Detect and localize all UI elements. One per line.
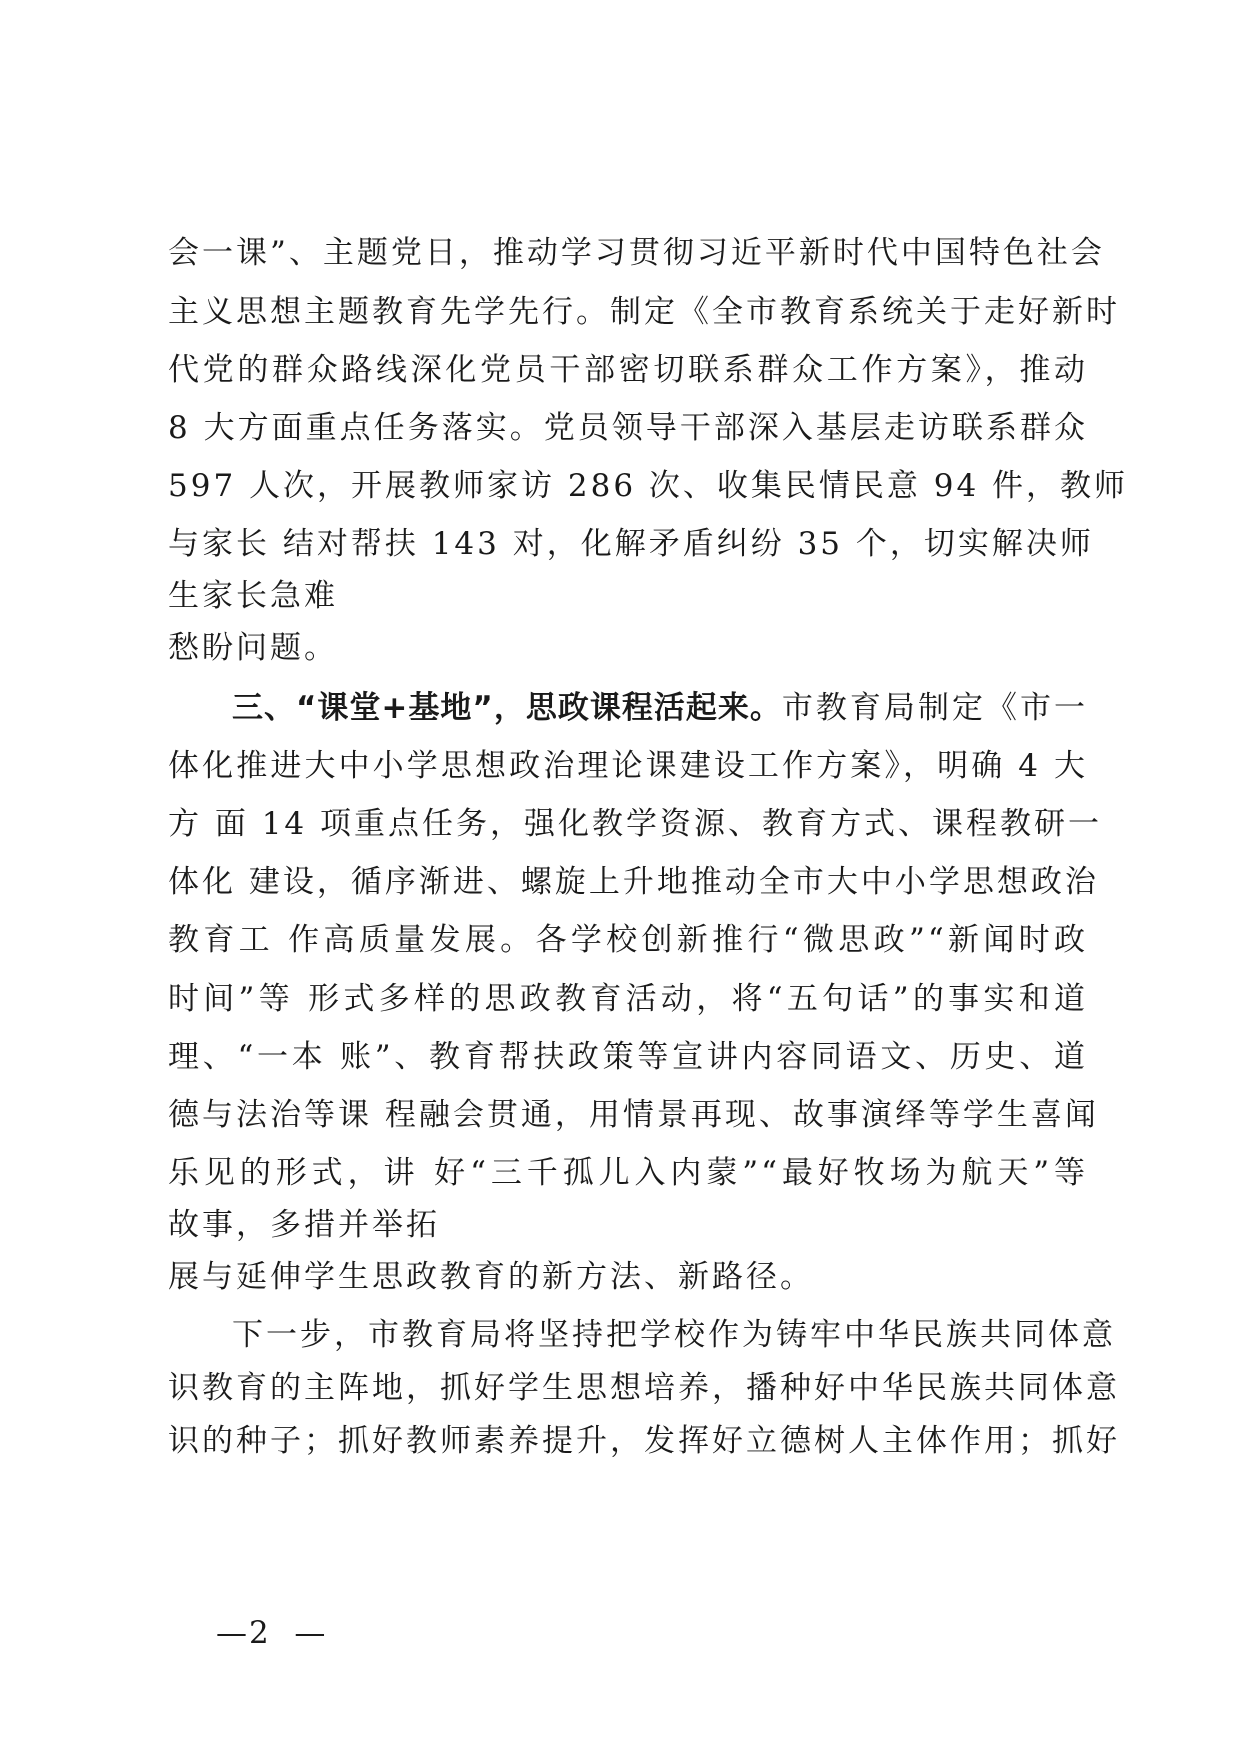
body-text-line: 理、“一本 账”、教育帮扶政策等宣讲内容同语文、历史、道 — [168, 1039, 1088, 1075]
body-text-line: 下一步，市教育局将坚持把学校作为铸牢中华民族共同体意 — [232, 1317, 1116, 1353]
body-text-line: 8 大方面重点任务落实。党员领导干部深入基层走访联系群众 — [168, 410, 1088, 446]
body-text-line: 展与延伸学生思政教育的新方法、新路径。 — [168, 1259, 814, 1295]
page-number: —2 — — [216, 1615, 328, 1651]
body-text-line: 生家长急难 — [168, 578, 338, 614]
body-text-line: 代党的群众路线深化党员干部密切联系群众工作方案》，推动 — [168, 352, 1088, 388]
section-heading: 三、“课堂+基地”，思政课程活起来。 — [232, 690, 782, 726]
body-text-line: 体化 建设，循序渐进、螺旋上升地推动全市大中小学思想政治 — [168, 864, 1099, 900]
body-text-line: 方 面 14 项重点任务，强化教学资源、教育方式、课程教研一 — [168, 806, 1103, 842]
body-text-line: 时间”等 形式多样的思政教育活动，将“五句话”的事实和道 — [168, 981, 1088, 1017]
body-text-line: 故事，多措并举拓 — [168, 1207, 440, 1243]
section-heading-line — [232, 688, 1088, 748]
body-text-line: 会一课”、主题党日，推动学习贯彻习近平新时代中国特色社会 — [168, 235, 1105, 271]
body-text-line: 教育工 作高质量发展。各学校创新推行“微思政”“新闻时政 — [168, 922, 1088, 958]
body-text-line: 乐见的形式，讲 好“三千孤儿入内蒙”“最好牧场为航天”等 — [168, 1155, 1088, 1191]
body-text-line: 与家长 结对帮扶 143 对，化解矛盾纠纷 35 个，切实解决师 — [168, 526, 1094, 562]
body-text-line: 识教育的主阵地，抓好学生思想培养，播种好中华民族共同体意 — [168, 1370, 1120, 1406]
body-text-line: 597 人次，开展教师家访 286 次、收集民情民意 94 件，教师 — [168, 468, 1129, 504]
body-text-line: 主义思想主题教育先学先行。制定《全市教育系统关于走好新时 — [168, 294, 1120, 330]
body-text-line: 德与法治等课 程融会贯通，用情景再现、故事演绎等学生喜闻 — [168, 1097, 1099, 1133]
body-text-line: 愁盼问题。 — [168, 630, 338, 666]
body-text-fragment: 市教育局制定《市一 — [781, 690, 1088, 726]
body-text-line: 体化推进大中小学思想政治理论课建设工作方案》，明确 4 大 — [168, 748, 1088, 784]
body-text-line: 识的种子；抓好教师素养提升，发挥好立德树人主体作用；抓好 — [168, 1423, 1120, 1459]
